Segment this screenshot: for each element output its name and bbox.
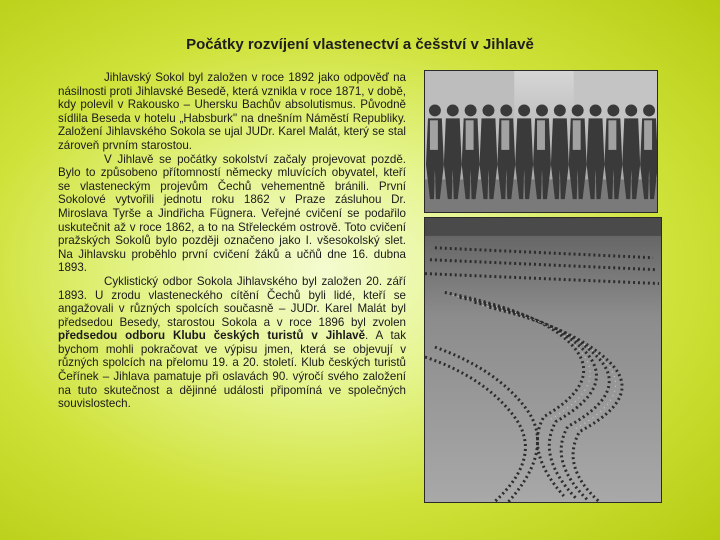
paragraph-3-end: . A tak bychom mohli pokračovat ve výpisu jmen, která se objevují v různých spolcích na přelomu 19. a 20. století. Klub českých turistů Čeřínek – Jihlava pamatuje při oslavách 90. výročí svého založení na tuto skutečnost a dějinné události připomíná ve společných souvislostech. [58, 329, 406, 411]
paragraph-3 [58, 275, 406, 411]
page-title: Počátky rozvíjení vlastenectví a češství v Jihlavě [186, 36, 534, 53]
paragraph-3-start: Cyklistický odbor Sokola Jihlavského byl založen 20. září 1893. U zrodu vlasteneckého cítění Čechů byli lidé, kteří se angažovali v různých spolcích současně – JUDr. Karel Malát byl předsedou Besedy, starostou Sokola a v roce 1896 byl zvolen [58, 274, 406, 329]
paragraph-2: V Jihlavě se počátky sokolství začaly projevovat pozdě. Bylo to způsobeno přítomností německy mluvících obyvatel, kteří se vlasteneckým projevům Čechů vehementně bránili. První Sokolové vytvořili jednotu roku 1862 v Praze zásluhou Dr. Miroslava Tyrše a Jindřicha Fügnera. Veřejné cvičení se podařilo uskutečnit až v roce 1862, a to na Střeleckém ostrově. Toto cvičení pražských Sokolů bylo později označeno jako I. všesokolský slet. Na Jihlavsku proběhlo první cvičení žáků a učňů dne 16. dubna 1893. [58, 152, 406, 275]
paragraph-3-highlight: předsedou odboru Klubu českých turistů v Jihlavě [58, 329, 366, 343]
sokol-exercise-photo [424, 217, 662, 503]
paragraph-1: Jihlavský Sokol byl založen v roce 1892 jako odpověď na násilnosti proti Jihlavské Besedě, která vznikla v roce 1871, v době, kdy polevil v Rakousko – Uhersku Bachův absolutismus. Původně sídlila Beseda v hotelu „Habsburk" na dnešním Náměstí Republiky. Založení Jihlavského Sokola se ujal JUDr. Karel Malát, který se stal zároveň prvním starostou. [58, 71, 406, 152]
article-text [58, 71, 406, 411]
sokol-group-photo [424, 70, 658, 213]
